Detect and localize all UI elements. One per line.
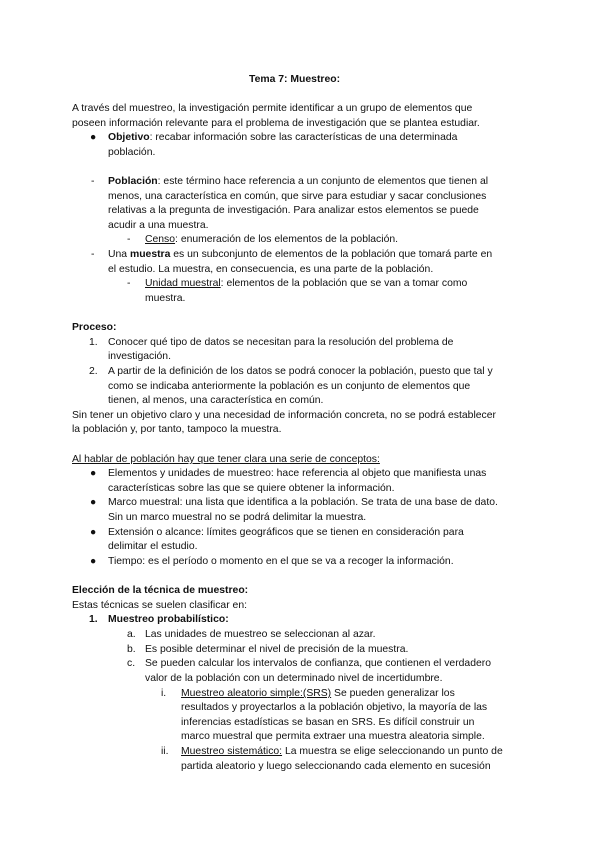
unidad-term: Unidad muestral — [145, 278, 221, 289]
item-c-label: c. — [127, 658, 136, 669]
item-c-line-2: valor de la población con un determinado nivel de incertidumbre. — [145, 673, 443, 684]
objetivo-term: Objetivo — [108, 132, 150, 143]
poblacion-line-1 — [108, 175, 488, 188]
muestra-term: muestra — [129, 249, 171, 260]
item-ii-label: ii. — [161, 746, 169, 757]
item-b-label: b. — [127, 644, 136, 655]
concepto-3-line-2: delimitar el estudio. — [108, 541, 198, 552]
objetivo-text: : recabar información sobre las características de una determinada — [149, 132, 458, 143]
proceso-after-line-2: la población y, por tanto, tampoco la muestra. — [72, 424, 282, 435]
item-i-line-3: inferencias estadísticas se basan en SRS. Es difícil construir un — [181, 717, 475, 728]
unidad-text: : elementos de la población que se van a tomar como — [220, 278, 468, 289]
censo-term: Censo — [145, 234, 176, 245]
proceso-item-1-line-2: investigación. — [108, 351, 171, 362]
item-i-line-4: marco muestral que permita extraer una muestra aleatoria simple. — [181, 731, 485, 742]
unidad-dash: - — [127, 278, 131, 289]
objetivo-bullet: ● — [90, 132, 97, 143]
eleccion-heading: Elección de la técnica de muestreo: — [72, 585, 249, 596]
item-c-line-1: Se pueden calcular los intervalos de confianza, que contienen el verdadero — [145, 658, 492, 669]
item-a-label: a. — [127, 629, 136, 640]
eleccion-subtitle: Estas técnicas se suelen clasificar en: — [72, 600, 247, 611]
proceso-item-2-line-1: A partir de la definición de los datos se podrá conocer la población, puesto que tal y — [108, 366, 493, 377]
objetivo-line-2: población. — [108, 147, 156, 158]
item-i-text: Se pueden generalizar los — [331, 688, 455, 699]
item-ii-term: Muestreo sistemático: — [181, 746, 283, 757]
concepto-3-line-1: Extensión o alcance: límites geográficos que se tienen en consideración para — [108, 527, 464, 538]
page-title: Tema 7: Muestreo: — [249, 74, 341, 85]
proceso-heading: Proceso: — [72, 322, 117, 333]
item-i-line-1 — [181, 687, 455, 700]
conceptos-bullet-4: ● — [90, 556, 97, 567]
poblacion-text: : este término hace referencia a un conjunto de elementos que tienen al — [157, 176, 489, 187]
proceso-after-line-1: Sin tener un objetivo claro y una necesidad de información concreta, no se podrá establecer — [72, 410, 496, 421]
item-b-text: Es posible determinar el nivel de precisión de la muestra. — [145, 644, 409, 655]
muestra-line-2: el estudio. La muestra, en consecuencia, es una parte de la población. — [108, 264, 434, 275]
poblacion-line-3: relativas a la pregunta de investigación. Para analizar estos elementos se puede — [108, 205, 479, 216]
item-ii-line-2: partida aleatorio y luego seleccionando cada elemento en sucesión — [181, 761, 491, 772]
item-i-label: i. — [161, 688, 167, 699]
proceso-num-1: 1. — [89, 337, 98, 348]
item-i-line-2: resultados y proyectarlos a la población objetivo, la mayoría de las — [181, 702, 488, 713]
muestra-line-1 — [108, 248, 492, 261]
probabilistico-num: 1. — [89, 614, 98, 625]
censo-dash: - — [127, 234, 131, 245]
conceptos-bullet-3: ● — [90, 527, 97, 538]
conceptos-bullet-1: ● — [90, 468, 97, 479]
censo-text: : enumeración de los elementos de la población. — [175, 234, 399, 245]
muestra-dash: - — [91, 249, 95, 260]
concepto-1-line-1: Elementos y unidades de muestreo: hace referencia al objeto que manifiesta unas — [108, 468, 487, 479]
item-i-term: Muestreo aleatorio simple:(SRS) — [181, 688, 332, 699]
concepto-2-line-1: Marco muestral: una lista que identifica a la población. Se trata de una base de dato. — [108, 497, 498, 508]
conceptos-heading: Al hablar de población hay que tener clara una serie de conceptos: — [72, 454, 380, 465]
item-ii-line-1 — [181, 745, 503, 758]
poblacion-dash: - — [91, 176, 95, 187]
conceptos-bullet-2: ● — [90, 497, 97, 508]
item-a-text: Las unidades de muestreo se seleccionan al azar. — [145, 629, 376, 640]
censo-line — [145, 233, 398, 246]
unidad-line-2: muestra. — [145, 293, 186, 304]
proceso-num-2: 2. — [89, 366, 98, 377]
proceso-item-2-line-2: como se indicaba anteriormente la población es un conjunto de elementos que — [108, 381, 471, 392]
muestra-pre: Una — [108, 249, 130, 260]
poblacion-term: Población — [108, 176, 158, 187]
unidad-line-1 — [145, 277, 467, 290]
probabilistico-title: Muestreo probabilístico: — [108, 614, 229, 625]
poblacion-line-4: acudir a una muestra. — [108, 220, 209, 231]
proceso-item-1-line-1: Conocer qué tipo de datos se necesitan para la resolución del problema de — [108, 337, 454, 348]
objetivo-line-1 — [108, 131, 457, 144]
item-ii-text: La muestra se elige seleccionando un punto de — [282, 746, 503, 757]
intro-line-1: A través del muestreo, la investigación permite identificar a un grupo de elementos que — [72, 103, 473, 114]
muestra-text: es un subconjunto de elementos de la población que tomará parte en — [170, 249, 493, 260]
poblacion-line-2: menos, una característica en común, que sirve para estudiar y sacar conclusiones — [108, 191, 487, 202]
concepto-1-line-2: características sobre las que se quiere obtener la información. — [108, 483, 395, 494]
proceso-item-2-line-3: tienen, al menos, una característica en común. — [108, 395, 324, 406]
intro-line-2: poseen información relevante para el problema de investigación que se plantea estudiar. — [72, 118, 480, 129]
concepto-2-line-2: Sin un marco muestral no se podrá delimitar la muestra. — [108, 512, 367, 523]
concepto-4-line-1: Tiempo: es el período o momento en el que se va a recoger la información. — [108, 556, 454, 567]
